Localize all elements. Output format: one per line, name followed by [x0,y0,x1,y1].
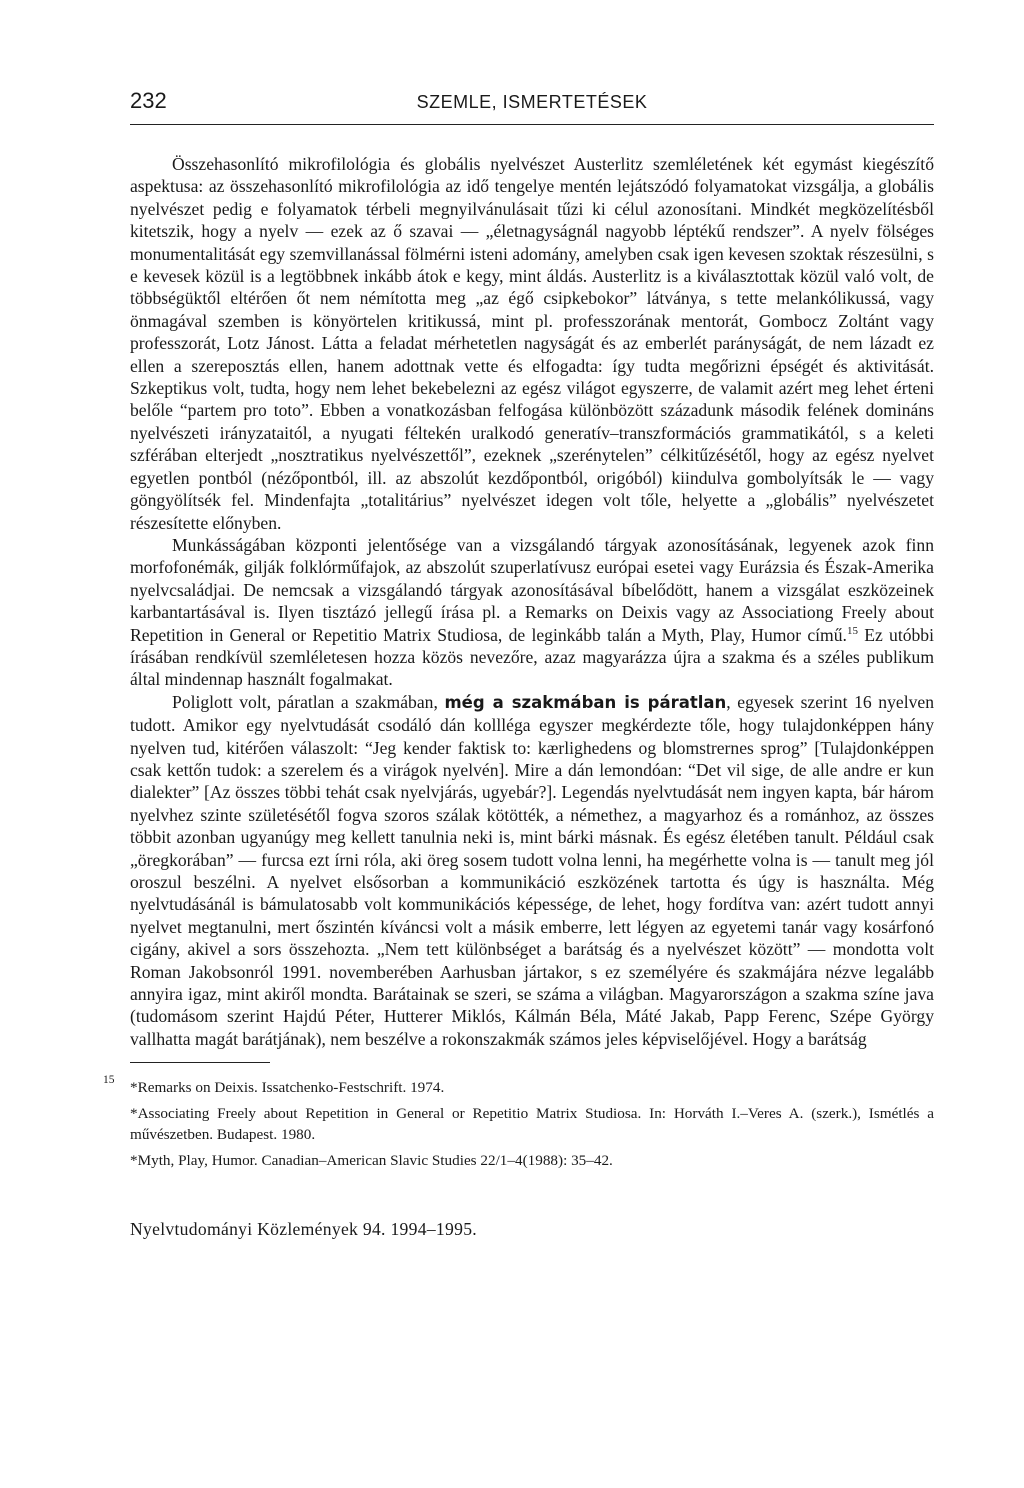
page [103,88,934,1240]
paragraph-3 [130,691,934,1051]
paragraph-3-text-before: Poliglott volt, páratlan a szakmában, [172,691,445,712]
footnote-item: *Myth, Play, Humor. Canadian–American Slavic Studies 22/1–4(1988): 35–42. [130,1152,613,1170]
running-head: SZEMLE, ISMERTETÉSEK [416,92,648,112]
paragraph-3-bold-phrase: még a szakmában is páratlan [444,692,727,712]
body-text [130,153,934,1050]
paragraph-3-text-after: , egyesek szerint 16 nyelven tudott. Amikor egy nyelvtudását csodáló dán kollléga egyszer megkérdezte tőle, hogy tulajdonképpen hány nyelven tud, kitérően válaszolt: “Jeg kender faktisk to: kærlighedens og blomstrernes sprog” [Tulajdonképpen csak kettőn tudok: a szerelem és a virágok nyelvén]. Mire a dán lemondóan: “Det vil sige, de alle andre er kun dialekter” [Az összes többi tehát csak nyelvjárás, ugyebár?]. Legendás nyelvtudását nem ingyen kapta, bár három nyelvhez szinte születésétől fogva szoros szálak kötötték, a némethez, a magyarhoz és a románhoz, az összes többit azonban ugyanúgy meg kellett tanulnia neki is, mint bárki másnak. És egész életében tanult. Például csak „öregkorában” — furcsa ezt írni róla, aki öreg sosem tudott volna lenni, ha megérhette volna is — tanult meg jól oroszul beszélni. A nyelvet elsősorban a kommunikáció eszközének tartotta és úgy is használta. Még nyelvtudásánál is bámulatosabb volt kommunikációs képessége, de lehet, hogy fordítva van: azért tudott annyi nyelvet megtanulni, mert őszintén kíváncsi volt a másik emberre, lett légyen az egyetemi tanár vagy kosárfonó cigány, akivel a sors összehozta. „Nem tett különbséget a barátság és a nyelvészet között” — mondotta volt Roman Jakobsonról 1991. novemberében Aarhusban jártakor, s ez személyére és szakmájára nézve legalább annyira igaz, mint akiről mondta. Barátainak se szeri, se száma a világban. Magyarországon a szakma színe java (tudomásom szerint Hajdú Péter, Hutterer Miklós, Kálmán Béla, Máté Jakab, Papp Ferenc, Szépe György vallhatta magát barátjának), nem beszélve a rokonszakmák számos jeles képviselőjével. Hogy a barátság [130,691,934,1049]
journal-footer: Nyelvtudományi Közlemények 94. 1994–1995. [130,1219,478,1240]
paragraph-2 [130,534,934,691]
paragraph-2-text-after: Ez utóbbi írásában rendkívül szemléletesen hozza közös nevezőre, azaz magyarázza újra a szakma és a széles publikum által mindennap használt fogalmakat. [130,624,934,690]
footnotes [103,1074,934,1171]
footnote-item: *Remarks on Deixis. Issatchenko-Festschrift. 1974. [130,1079,445,1097]
paragraph-1-text: Összehasonlító mikrofilológia és globális nyelvészet Austerlitz szemléletének két egymást kiegészítő aspektusa: az összehasonlító mikrofilológia az idő tengelye mentén lejátszódó folyamatokat vizsgálja, a globális nyelvészet pedig e folyamatok térbeli megnyilvánulásait tűzi ki célul azonosítani. Mindkét megközelítésből kitetszik, hogy a nyelv — ezek az ő szavai — „életnagyságnál nagyobb léptékű rendszer”. A nyelv fölséges monumentalitását egy szemvillanással fölmérni isteni adomány, amelyben csak igen kevesen szoktak részesülni, s e kevesek közül is a legtöbbnek inkább átok e kegy, mint áldás. Austerlitz is a kiválasztottak közül való volt, de többségüktől eltérően őt nem némította meg „az égő csipkebokor” látványa, s tette melankólikussá, vagy önmagával szemben is könyörtelen kritikussá, mint pl. professzorának mentorát, Gombocz Zoltánt vagy professzorát, Lotz Jánost. Látta a feladat mérhetetlen nagyságát és az emberlét parányságát, de nem lázadt ez ellen a szereposztás ellen, hanem adottnak vette és elfogadta: így tudta megőrizni épségét és aktivitását. Szkeptikus volt, tudta, hogy nem lehet bekebelezni az egész világot egyszerre, de valamit azért meg lehet érteni belőle “partem pro toto”. Ebben a vonatkozásban felfogása különbözött századunk második felének domináns nyelvészeti irányzataitól, a nyugati féltekén uralkodó generatív–transzformációs grammatikától, s a keleti szférában elterjedt „nosztratikus nyelvészettől”, ezeknek „szerénytelen” célkitűzésétől, hogy az egész nyelvet egyetlen pontból (nézőpontból, ill. az abszolút kezdőpontból, origóból) kiindulva gombolyítsák le — vagy göngyölítsék fel. Mindenfajta „totalitárius” nyelvészet idegen volt tőle, helyette a „globális” nyelvészetet részesítette előnyben. [130,154,934,533]
page-header [130,88,934,125]
footnote-item: *Associating Freely about Repetition in General or Repetitio Matrix Studiosa. In: Horváth I.–Veres A. (szerk.), Ismétlés a művészetben. Budapest. 1980. [130,1105,934,1144]
footnote-marker: 15 [103,1074,115,1087]
page-number: 232 [130,88,167,113]
footnote-separator [130,1062,270,1063]
paragraph-2-text: Munkásságában központi jelentősége van a vizsgálandó tárgyak azonosításának, legyenek azok finn morfofonémák, gilják folklórműfajok, az abszolút szuperlatívusz európai esetei vagy Eurázsia és Észak-Amerika nyelvcsaládjai. De nemcsak a vizsgálandó tárgyak azonosításával bíbelődött, hanem a vizsgálat eszközeinek karbantartásával is. Ilyen tisztázó jellegű írása pl. a Remarks on Deixis vagy az Associationg Freely about Repetition in General or Repetitio Matrix Studiosa, de leginkább talán a Myth, Play, Humor című. [130,534,934,645]
footnote-reference[interactable]: 15 [846,624,858,637]
paragraph-1 [130,153,934,534]
